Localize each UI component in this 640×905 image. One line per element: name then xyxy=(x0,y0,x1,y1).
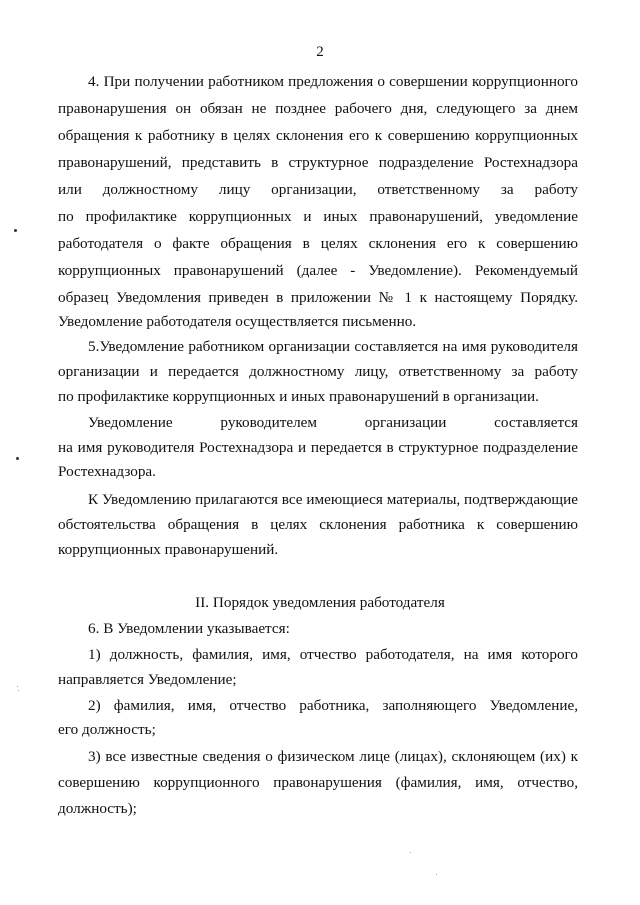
list-item-2-line: 2) фамилия, имя, отчество работника, заполняющего Уведомление, xyxy=(88,697,578,714)
paragraph-4-line: по профилактике коррупционных и иных правонарушений, уведомление xyxy=(58,208,578,225)
paragraph-5b-line: Ростехнадзора. xyxy=(58,463,156,480)
paragraph-4-line: Уведомление работодателя осуществляется письменно. xyxy=(58,313,417,330)
paragraph-4-line: образец Уведомления приведен в приложении № 1 к настоящему Порядку. xyxy=(58,289,578,306)
list-item-1-line: направляется Уведомление; xyxy=(58,671,237,688)
scan-mark xyxy=(16,457,19,460)
scan-speck xyxy=(410,852,411,853)
section-heading: II. Порядок уведомления работодателя xyxy=(195,594,445,611)
paragraph-5c-line: обстоятельства обращения в целях склонения работника к совершению xyxy=(58,516,578,533)
list-item-1-line: 1) должность, фамилия, имя, отчество работодателя, на имя которого xyxy=(88,646,578,663)
paragraph-5-line: по профилактике коррупционных и иных правонарушений в организации. xyxy=(58,388,539,405)
scan-mark xyxy=(14,229,17,232)
page-number: 2 xyxy=(316,44,324,60)
paragraph-4-line: правонарушений, представить в структурное подразделение Ростехнадзора xyxy=(58,154,578,171)
paragraph-5-line: организации и передается должностному лицу, ответственному за работу xyxy=(58,363,578,380)
paragraph-6-line: 6. В Уведомлении указывается: xyxy=(88,620,290,637)
paragraph-5c-line: К Уведомлению прилагаются все имеющиеся материалы, подтверждающие xyxy=(88,491,578,508)
list-item-3-line: 3) все известные сведения о физическом лице (лицах), склоняющем (их) к xyxy=(88,748,578,765)
list-item-3-line: должность); xyxy=(58,800,137,817)
paragraph-4-line: правонарушения он обязан не позднее рабочего дня, следующего за днем xyxy=(58,100,578,117)
list-item-2-line: его должность; xyxy=(58,721,156,738)
paragraph-5c-line: коррупционных правонарушений. xyxy=(58,541,279,558)
paragraph-4-line: коррупционных правонарушений (далее - Уведомление). Рекомендуемый xyxy=(58,262,578,279)
paragraph-4-line: 4. При получении работником предложения о совершении коррупционного xyxy=(88,73,578,90)
paragraph-4-line: или должностному лицу организации, ответственному за работу xyxy=(58,181,578,198)
paragraph-5-line: 5.Уведомление работником организации составляется на имя руководителя xyxy=(88,338,578,355)
scan-speck xyxy=(17,686,18,687)
scan-speck xyxy=(436,874,437,875)
paragraph-5b-line: Уведомление руководителем организации составляется xyxy=(88,414,578,431)
list-item-3-line: совершению коррупционного правонарушения (фамилия, имя, отчество, xyxy=(58,774,578,791)
paragraph-5b-line: на имя руководителя Ростехнадзора и передается в структурное подразделение xyxy=(58,439,578,456)
paragraph-4-line: обращения к работнику в целях склонения его к совершению коррупционных xyxy=(58,127,578,144)
scan-speck xyxy=(18,690,19,691)
paragraph-4-line: работодателя о факте обращения в целях склонения его к совершению xyxy=(58,235,578,252)
